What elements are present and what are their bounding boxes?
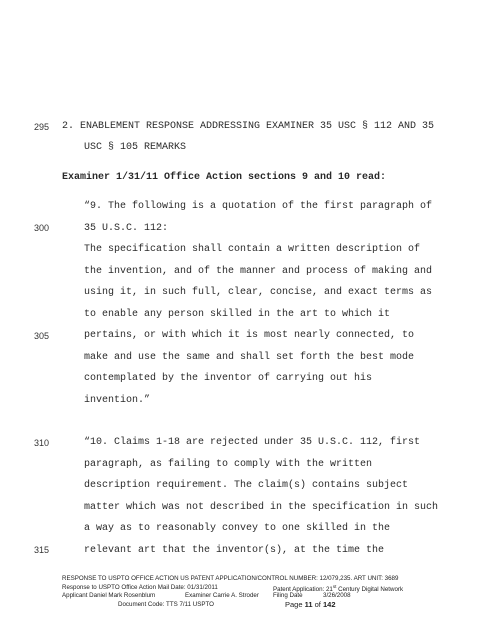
line-number-295: 295 — [34, 122, 50, 132]
footer-filing-date: 3/26/2008 — [323, 592, 351, 599]
subheading: Examiner 1/31/11 Office Action sections 9 and 10 read: — [62, 172, 387, 183]
paragraph-9-line: using it, in such full, clear, concise, and exact terms as — [84, 287, 433, 298]
footer-response-mail-date: Response to USPTO Office Action Mail Date: 01/31/2011 — [62, 584, 218, 591]
page-total: 142 — [322, 600, 336, 609]
line-number-310: 310 — [34, 438, 50, 448]
paragraph-10-line: a way as to reasonably convey to one skilled in the — [84, 523, 391, 534]
section-heading-line-1: 2. ENABLEMENT RESPONSE ADDRESSING EXAMINER 35 USC § 112 AND 35 — [62, 121, 435, 132]
paragraph-10-line: relevant art that the inventor(s), at the time the — [84, 545, 385, 556]
page-current: 11 — [304, 600, 313, 609]
footer-examiner: Examiner Carrie A. Stroder — [185, 592, 259, 599]
section-heading-line-2: USC § 105 REMARKS — [84, 142, 187, 153]
paragraph-9-line: the invention, and of the manner and process of making and — [84, 266, 433, 277]
paragraph-9-line: pertains, or with which it is most nearly connected, to — [84, 330, 415, 341]
page-indicator: Page 11 of 142 — [285, 600, 336, 609]
line-number-315: 315 — [34, 545, 50, 555]
line-number-300: 300 — [34, 223, 50, 233]
paragraph-9-line: make and use the same and shall set forth the best mode — [84, 352, 415, 363]
footer-applicant: Applicant Daniel Mark Rosenblum — [62, 592, 156, 599]
paragraph-10-line: matter which was not described in the specification in such — [84, 502, 439, 513]
footer-document-code: Document Code: TTS 7/11 USPTO — [118, 601, 214, 608]
paragraph-10-line: description requirement. The claim(s) contains subject — [84, 480, 409, 491]
footer-patent-application: Patent Application: 21st Century Digital Network — [273, 584, 404, 594]
footer-filing-date-label: Filing Date — [273, 592, 303, 599]
footer-application-line: RESPONSE TO USPTO OFFICE ACTION US PATENT APPLICATION/CONTROL NUMBER: 12/079,235. ART UNIT: 3689 — [62, 575, 399, 582]
paragraph-9-line: The specification shall contain a written description of — [84, 244, 421, 255]
line-number-305: 305 — [34, 331, 50, 341]
paragraph-10-line: “10. Claims 1-18 are rejected under 35 U.S.C. 112, first — [84, 437, 421, 448]
paragraph-9-line: 35 U.S.C. 112: — [84, 223, 169, 234]
paragraph-9-line: to enable any person skilled in the art to which it — [84, 309, 391, 320]
paragraph-9-line: contemplated by the inventor of carrying out his — [84, 373, 373, 384]
paragraph-10-line: paragraph, as failing to comply with the written — [84, 459, 373, 470]
paragraph-9-line: “9. The following is a quotation of the first paragraph of — [84, 201, 433, 212]
paragraph-9-line: invention.” — [84, 395, 151, 406]
